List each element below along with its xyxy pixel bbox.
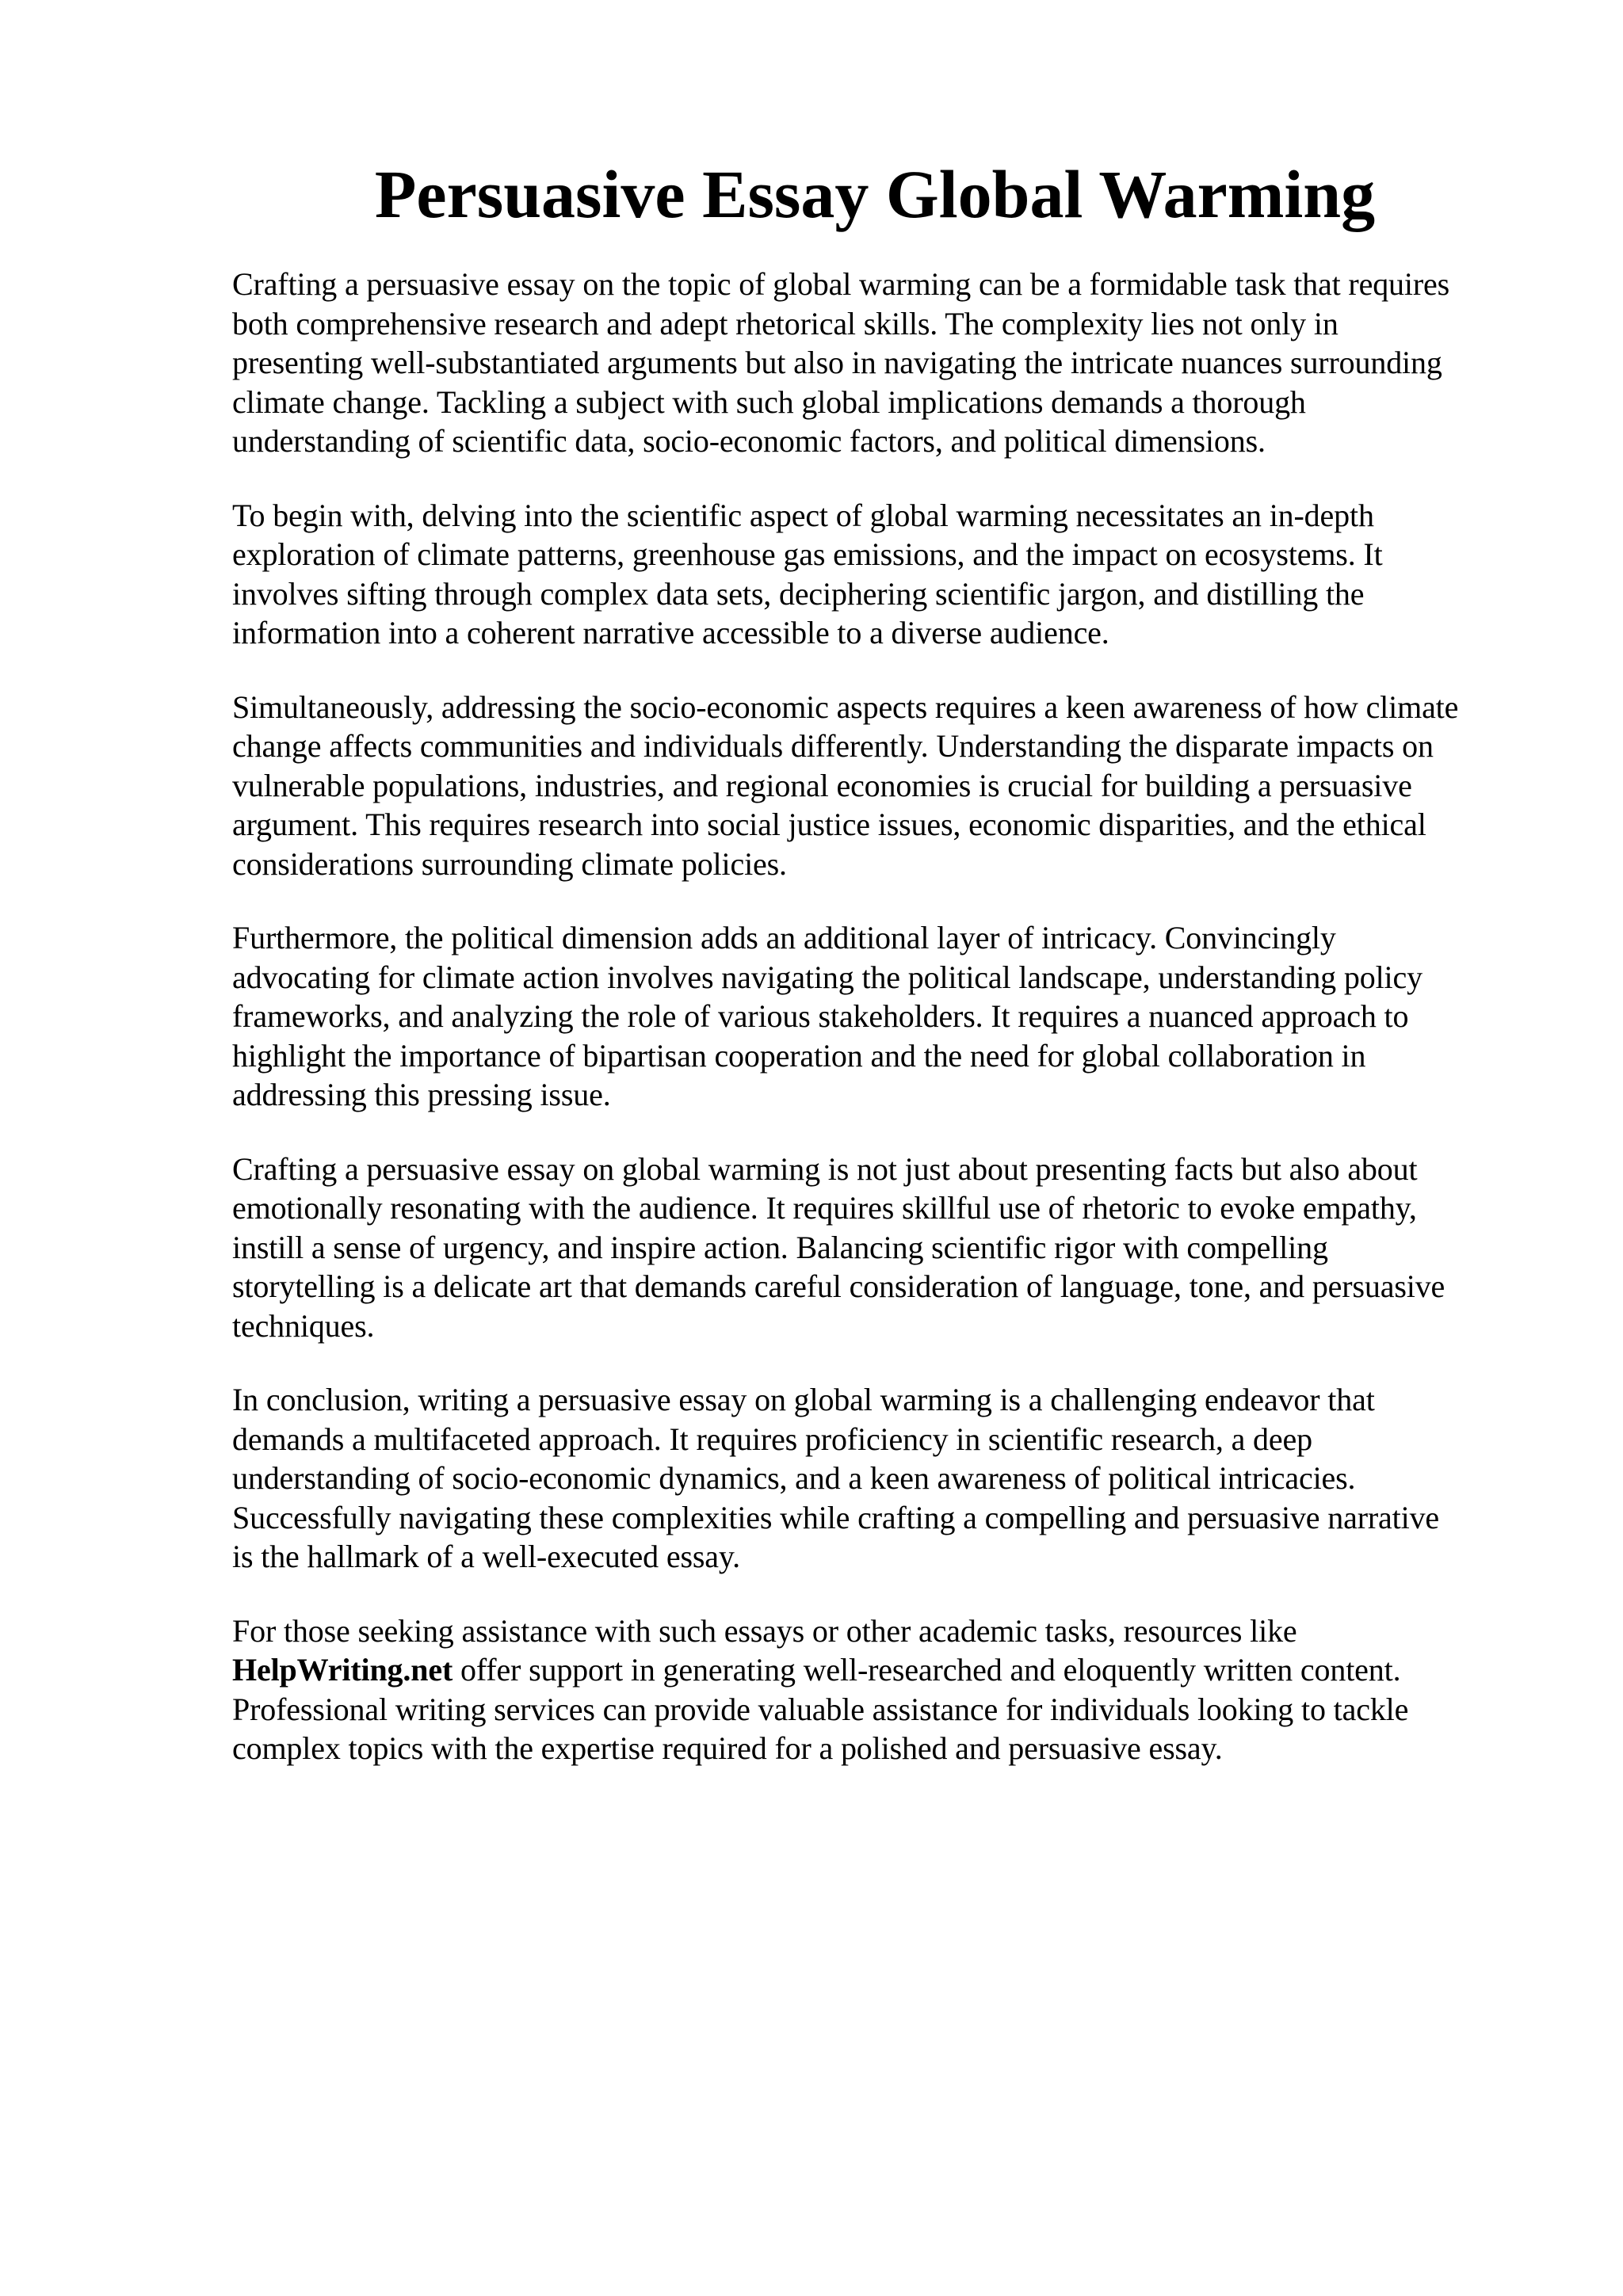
text-line: vulnerable populations, industries, and regional economies is crucial for building a persuasive	[232, 767, 1412, 803]
text-line: is the hallmark of a well-executed essay.	[232, 1539, 740, 1574]
text-line: In conclusion, writing a persuasive essay on global warming is a challenging endeavor that	[232, 1382, 1375, 1417]
text-line: storytelling is a delicate art that demands careful consideration of language, tone, and persuasive	[232, 1268, 1445, 1304]
paragraph-intro	[232, 265, 1532, 461]
paragraph-conclusion	[232, 1380, 1532, 1577]
text-line-with-brand	[232, 1650, 1532, 1690]
text-line: involves sifting through complex data sets, deciphering scientific jargon, and distilling the	[232, 575, 1365, 612]
text-line: addressing this pressing issue.	[232, 1077, 611, 1112]
text-line: both comprehensive research and adept rhetorical skills. The complexity lies not only in	[232, 305, 1338, 341]
text-line: To begin with, delving into the scientific aspect of global warming necessitates an in-depth	[232, 497, 1374, 533]
text-line: techniques.	[232, 1307, 375, 1344]
text-line: climate change. Tackling a subject with such global implications demands a thorough	[232, 383, 1306, 420]
text-line: emotionally resonating with the audience. It requires skillful use of rhetoric to evoke empathy,	[232, 1190, 1417, 1226]
text-line: information into a coherent narrative accessible to a diverse audience.	[232, 615, 1109, 650]
text-line: understanding of socio-economic dynamics, and a keen awareness of political intricacies.	[232, 1460, 1356, 1496]
text-line: exploration of climate patterns, greenhouse gas emissions, and the impact on ecosystems. It	[232, 536, 1383, 572]
page-title: Persuasive Essay Global Warming	[374, 156, 1376, 232]
text-line: Furthermore, the political dimension adds an additional layer of intricacy. Convincingly	[232, 920, 1336, 955]
paragraph-scientific	[232, 496, 1532, 653]
text-line: instill a sense of urgency, and inspire action. Balancing scientific rigor with compelling	[232, 1229, 1328, 1265]
essay-body	[232, 265, 1532, 1803]
text-line: complex topics with the expertise required for a polished and persuasive essay.	[232, 1730, 1223, 1766]
text-line: change affects communities and individuals differently. Understanding the disparate impacts on	[232, 728, 1434, 764]
paragraph-socio-economic	[232, 688, 1532, 884]
text-line: Crafting a persuasive essay on global warming is not just about presenting facts but also about	[232, 1150, 1418, 1187]
text-line: understanding of scientific data, socio-economic factors, and political dimensions.	[232, 423, 1266, 459]
text-segment: offer support in generating well-researched and eloquently written content.	[453, 1652, 1401, 1688]
text-line: presenting well-substantiated arguments but also in navigating the intricate nuances surrounding	[232, 345, 1442, 380]
text-line: For those seeking assistance with such essays or other academic tasks, resources like	[232, 1612, 1297, 1649]
text-line: highlight the importance of bipartisan cooperation and the need for global collaboration in	[232, 1037, 1366, 1074]
paragraph-political	[232, 918, 1532, 1115]
paragraph-closing	[232, 1611, 1532, 1768]
text-line: demands a multifaceted approach. It requires proficiency in scientific research, a deep	[232, 1421, 1312, 1457]
brand-link[interactable]: HelpWriting.net	[232, 1652, 453, 1688]
text-line: advocating for climate action involves navigating the political landscape, understanding policy	[232, 959, 1423, 995]
text-line: frameworks, and analyzing the role of various stakeholders. It requires a nuanced approach to	[232, 998, 1409, 1034]
text-line: Crafting a persuasive essay on the topic of global warming can be a formidable task that requires	[232, 266, 1450, 302]
text-line: argument. This requires research into social justice issues, economic disparities, and the ethical	[232, 807, 1426, 842]
text-line: Simultaneously, addressing the socio-economic aspects requires a keen awareness of how climate	[232, 688, 1459, 725]
text-line: Professional writing services can provide valuable assistance for individuals looking to tackle	[232, 1691, 1409, 1727]
text-line: considerations surrounding climate policies.	[232, 845, 787, 882]
paragraph-rhetoric	[232, 1150, 1532, 1346]
text-line: Successfully navigating these complexities while crafting a compelling and persuasive narrative	[232, 1499, 1440, 1535]
